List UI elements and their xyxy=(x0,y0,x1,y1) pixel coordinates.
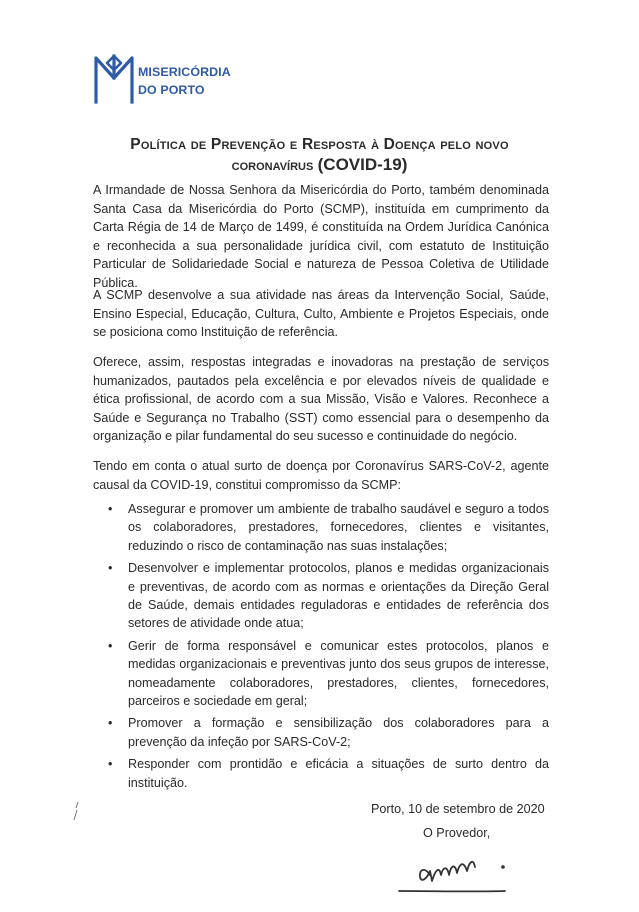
title-line-2 xyxy=(40,155,599,176)
commitments-list xyxy=(108,500,549,796)
paragraph-services: Oferece, assim, respostas integradas e inovadoras na prestação de serviços humanizados, pautados pela excelência e por elevados níveis de qualidade e ética profissional, de acordo com a sua Missão, Visão e Valores. Reconhece a Saúde e Segurança no Trabalho (SST) como essencial para o desempenho da organização e pilar fundamental do seu sucesso e continuidade do negócio. xyxy=(93,355,549,444)
paragraph-commitment-intro: Tendo em conta o atual surto de doença por Coronavírus SARS-CoV-2, agente causal da COVID-19, constitui compromisso da SCMP: xyxy=(93,459,549,492)
list-item xyxy=(108,559,549,633)
org-name-line1: MISERICÓRDIA xyxy=(138,65,231,79)
title-line-2-tag: (COVID-19) xyxy=(317,155,408,174)
list-item xyxy=(108,714,549,751)
margin-mark xyxy=(70,800,82,824)
handwritten-signature xyxy=(395,845,525,900)
misericordia-emblem-icon xyxy=(93,52,135,104)
organization-logo xyxy=(93,52,231,104)
organization-name xyxy=(138,63,231,99)
bullet-icon: • xyxy=(108,502,113,516)
list-item-text: Assegurar e promover um ambiente de trabalho saudável e seguro a todos os colaboradores, prestadores, fornecedores, clientes e visitantes, reduzindo o risco de contaminação nas suas instalações; xyxy=(128,502,549,553)
list-item xyxy=(108,755,549,792)
paragraph-activity: A SCMP desenvolve a sua atividade nas áreas da Intervenção Social, Saúde, Ensino Especial, Educação, Cultura, Culto, Ambiente e Projetos Especiais, onde se posiciona como Instituição de referência. xyxy=(93,288,549,340)
list-item-text: Desenvolver e implementar protocolos, planos e medidas organizacionais e preventivas, de acordo com as normas e orientações da Direção Geral de Saúde, demais entidades reguladoras e entidades de referência dos setores de atividade onde atua; xyxy=(128,561,549,631)
bullet-icon: • xyxy=(108,561,113,576)
bullet-icon: • xyxy=(108,757,113,772)
list-item xyxy=(108,637,549,711)
list-item-text: Responder com prontidão e eficácia a situações de surto dentro da instituição. xyxy=(128,757,549,790)
place-and-date: Porto, 10 de setembro de 2020 xyxy=(371,802,545,816)
bullet-icon: • xyxy=(108,638,113,653)
org-name-line2: DO PORTO xyxy=(138,83,205,97)
paragraph-intro: A Irmandade de Nossa Senhora da Misericórdia do Porto, também denominada Santa Casa da Misericórdia do Porto (SCMP), instituída em cumprimento da Carta Régia de 14 de Março de 1499, é constituída na Ordem Jurídica Canónica e reconhecida a sua personalidade jurídica civil, com estatuto de Instituição Particular de Solidariedade Social e natureza de Pessoa Coletiva de Utilidade Pública. xyxy=(93,183,549,290)
list-item-text: Gerir de forma responsável e comunicar estes protocolos, planos e medidas organizacionais e preventivas junto dos seus grupos de interesse, nomeadamente colaboradores, prestadores, clientes, fornecedores, parceiros e sociedade em geral; xyxy=(128,638,549,709)
title-line-1: Política de Prevenção e Resposta à Doença pelo novo xyxy=(130,136,509,153)
title-line-2-text: coronavírus xyxy=(231,157,318,174)
list-item xyxy=(108,500,549,555)
document-title xyxy=(40,135,599,176)
list-item-text: Promover a formação e sensibilização dos colaboradores para a prevenção da infeção por SARS-CoV-2; xyxy=(128,716,549,749)
bullet-icon: • xyxy=(108,716,113,731)
signatory-role: O Provedor, xyxy=(423,826,491,840)
